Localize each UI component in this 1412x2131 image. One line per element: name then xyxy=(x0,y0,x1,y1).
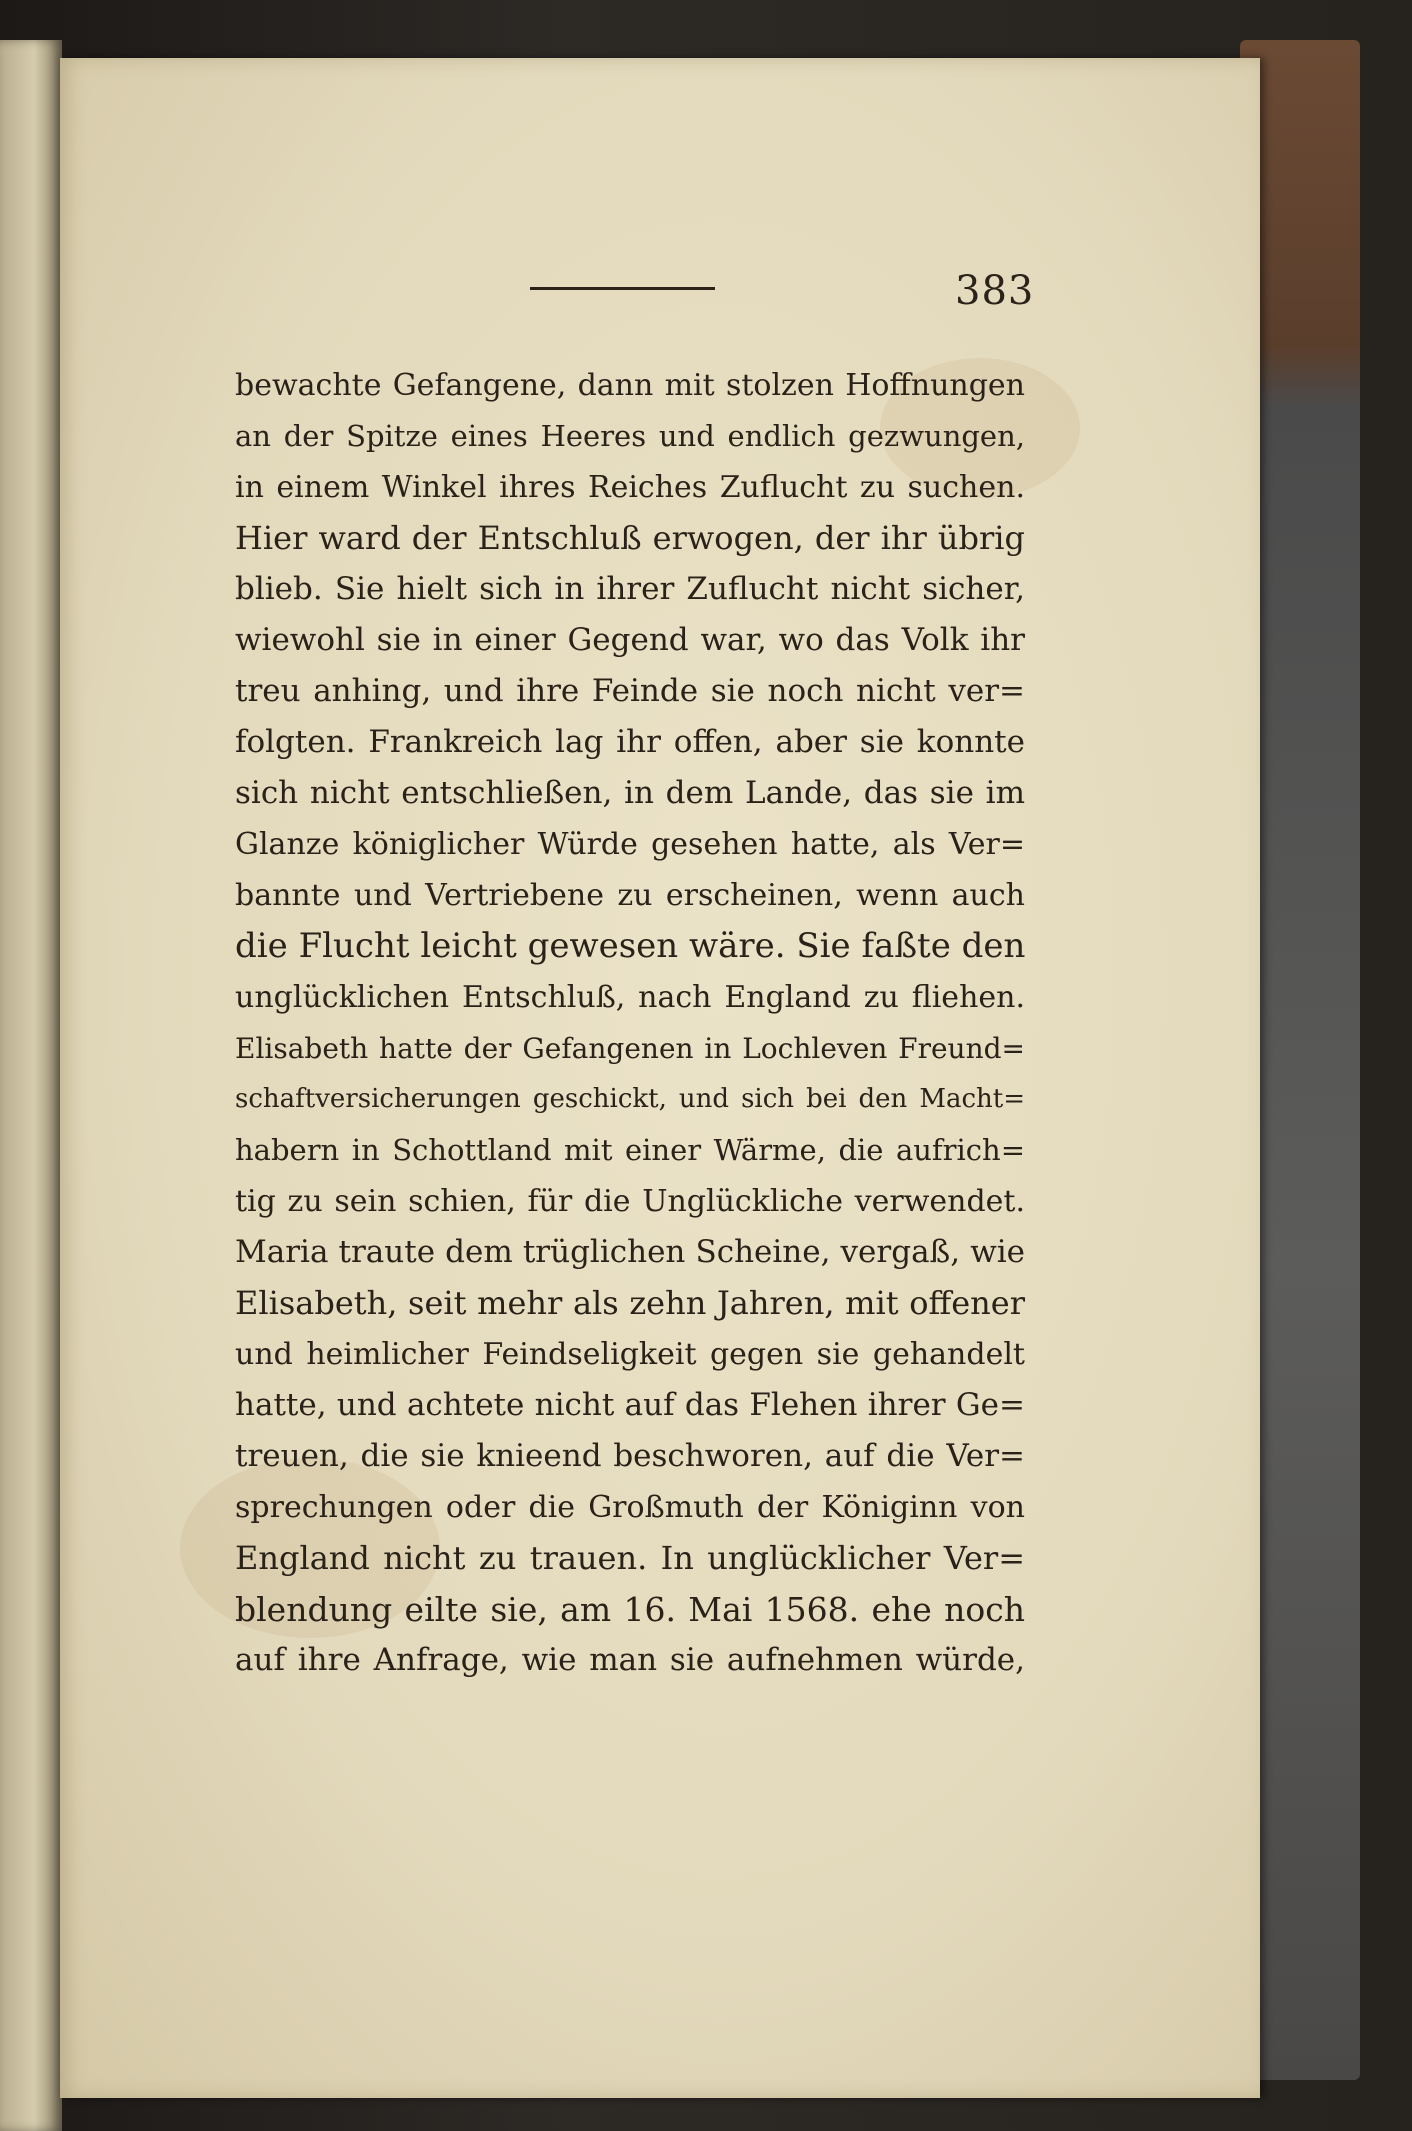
text-line: treu anhing, und ihre Feinde sie noch nicht ver= xyxy=(235,673,1025,709)
text-line: wiewohl sie in einer Gegend war, wo das Volk ihr xyxy=(235,622,1025,658)
text-line: folgten. Frankreich lag ihr offen, aber sie konnte xyxy=(235,724,1025,760)
text-line: blendung eilte sie, am 16. Mai 1568. ehe noch xyxy=(235,1590,1025,1629)
left-page-edge xyxy=(0,40,62,2131)
text-line: Maria traute dem trüglichen Scheine, vergaß, wie xyxy=(235,1234,1025,1270)
header-rule xyxy=(530,287,715,290)
text-line: England nicht zu trauen. In unglücklicher Ver= xyxy=(235,1539,1025,1577)
text-line: an der Spitze eines Heeres und endlich gezwungen, xyxy=(235,419,1025,453)
body-text xyxy=(235,360,1025,1686)
text-line: bewachte Gefangene, dann mit stolzen Hoffnungen xyxy=(235,368,1025,403)
text-line: Glanze königlicher Würde gesehen hatte, als Ver= xyxy=(235,827,1025,862)
text-line: treuen, die sie knieend beschworen, auf die Ver= xyxy=(235,1438,1025,1474)
text-line: sprechungen oder die Großmuth der Königinn von xyxy=(235,1490,1025,1525)
text-line: habern in Schottland mit einer Wärme, die aufrich= xyxy=(235,1133,1025,1167)
text-line: Elisabeth, seit mehr als zehn Jahren, mit offener xyxy=(235,1284,1025,1322)
text-line: unglücklichen Entschluß, nach England zu fliehen. xyxy=(235,980,1025,1015)
text-line: und heimlicher Feindseligkeit gegen sie gehandelt xyxy=(235,1337,1025,1372)
text-line: die Flucht leicht gewesen wäre. Sie faßte den xyxy=(235,926,1026,966)
text-line: tig zu sein schien, für die Unglückliche verwendet. xyxy=(235,1184,1025,1219)
text-line: in einem Winkel ihres Reiches Zuflucht zu suchen. xyxy=(235,470,1025,505)
text-line: hatte, und achtete nicht auf das Flehen ihrer Ge= xyxy=(235,1387,1025,1423)
text-line: blieb. Sie hielt sich in ihrer Zuflucht nicht sicher, xyxy=(235,571,1025,607)
page-number: 383 xyxy=(955,268,1035,314)
text-line: bannte und Vertriebene zu erscheinen, wenn auch xyxy=(235,878,1025,913)
text-line: schaftversicherungen geschickt, und sich bei den Macht= xyxy=(235,1084,1025,1114)
text-line: auf ihre Anfrage, wie man sie aufnehmen würde, xyxy=(235,1642,1025,1678)
text-line: Hier ward der Entschluß erwogen, der ihr übrig xyxy=(235,519,1025,557)
text-line: Elisabeth hatte der Gefangenen in Lochleven Freund= xyxy=(235,1032,1025,1065)
text-line: sich nicht entschließen, in dem Lande, das sie im xyxy=(235,775,1025,811)
